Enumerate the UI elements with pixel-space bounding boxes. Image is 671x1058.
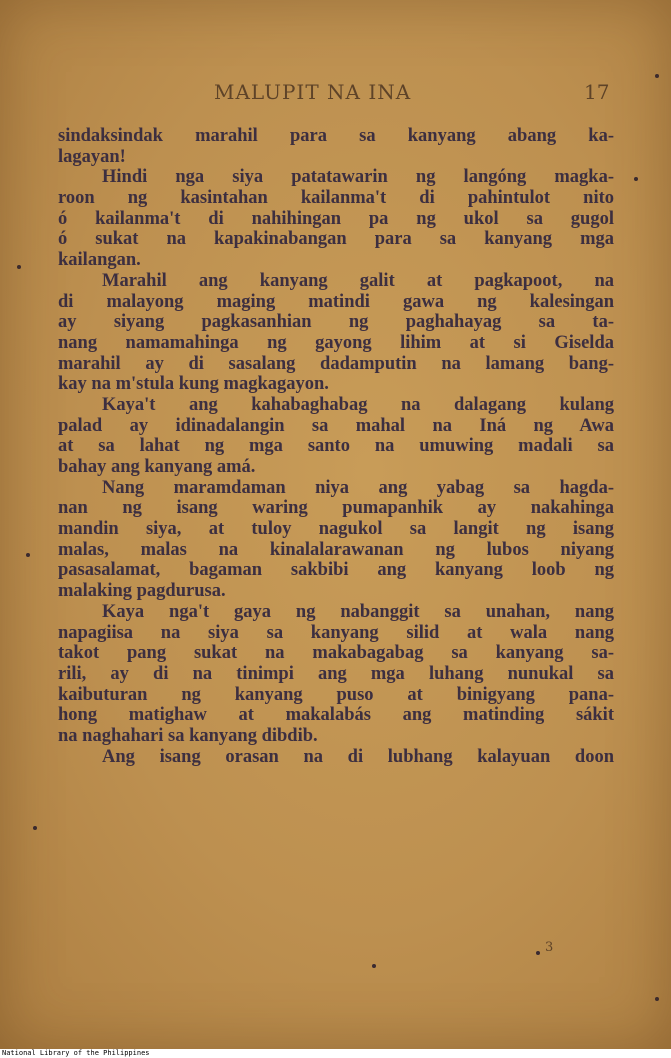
text-line: mandin siya, at tuloy nagukol sa langit ng isang bbox=[58, 519, 614, 540]
text-line: Kaya't ang kahabaghabag na dalagang kulang bbox=[102, 394, 614, 415]
signature-mark: 3 bbox=[545, 940, 554, 955]
page-number: 17 bbox=[584, 80, 610, 104]
ink-speck bbox=[655, 74, 659, 78]
text-line: Marahil ang kanyang galit at pagkapoot, na bbox=[102, 270, 614, 291]
ink-speck bbox=[655, 997, 659, 1001]
text-line: Hindi nga siya patatawarin ng langóng magka- bbox=[102, 167, 614, 188]
page-header bbox=[0, 80, 671, 110]
text-line: palad ay idinadalangin sa mahal na Iná ng Awa bbox=[58, 415, 614, 436]
text-line: kay na m'stula kung magkagayon. bbox=[58, 374, 329, 395]
running-title: MALUPIT NA INA bbox=[214, 80, 412, 104]
text-line: kaibuturan ng kanyang puso at binigyang pana- bbox=[58, 684, 614, 705]
text-line: pasasalamat, bagaman sakbibi ang kanyang loob ng bbox=[58, 560, 614, 581]
text-line: kailangan. bbox=[58, 250, 141, 271]
ink-speck bbox=[536, 951, 540, 955]
text-line: rili, ay di na tinimpi ang mga luhang nunukal sa bbox=[58, 663, 614, 684]
text-line: malaking pagdurusa. bbox=[58, 581, 226, 602]
text-line: sindaksindak marahil para sa kanyang abang ka- bbox=[58, 126, 614, 146]
text-line: nan ng isang waring pumapanhik ay nakahinga bbox=[58, 498, 614, 519]
text-line: Ang isang orasan na di lubhang kalayuan doon bbox=[102, 746, 614, 767]
text-line: roon ng kasintahan kailanma't di pahintulot nito bbox=[58, 188, 614, 209]
text-line: takot pang sukat na makabagabag sa kanyang sa- bbox=[58, 643, 614, 664]
text-line: bahay ang kanyang amá. bbox=[58, 457, 256, 477]
text-line: marahil ay di sasalang dadamputin na lamang bang- bbox=[58, 353, 614, 374]
ink-speck bbox=[17, 265, 21, 269]
text-line: Kaya nga't gaya ng nabanggit sa unahan, nang bbox=[102, 601, 614, 622]
text-line: malas, malas na kinalalarawanan ng lubos niyang bbox=[58, 539, 614, 560]
text-line: ay siyang pagkasanhian ng paghahayag sa ta- bbox=[58, 312, 614, 333]
text-line: nang namamahinga ng gayong lihim at si Giselda bbox=[58, 332, 614, 353]
text-line: hong matighaw at makalabás ang matinding sákit bbox=[58, 705, 614, 726]
text-line: lagayan! bbox=[58, 146, 126, 167]
text-line: ó kailanma't di nahihingan pa ng ukol sa gugol bbox=[58, 208, 614, 229]
text-line: di malayong maging matindi gawa ng kalesingan bbox=[58, 291, 614, 312]
text-line: na naghahari sa kanyang dibdib. bbox=[58, 725, 318, 746]
text-line: at sa lahat ng mga santo na umuwing madali sa bbox=[58, 436, 614, 457]
library-credit: National Library of the Philippines bbox=[2, 1049, 150, 1057]
ink-speck bbox=[634, 177, 638, 181]
text-line: napagiisa na siya sa kanyang silid at wala nang bbox=[58, 622, 614, 643]
ink-speck bbox=[26, 553, 30, 557]
body-text bbox=[58, 126, 614, 767]
text-line: Nang maramdaman niya ang yabag sa hagda- bbox=[102, 477, 614, 498]
text-line: ó sukat na kapakinabangan para sa kanyang mga bbox=[58, 229, 614, 250]
ink-speck bbox=[33, 826, 37, 830]
ink-speck bbox=[372, 964, 376, 968]
